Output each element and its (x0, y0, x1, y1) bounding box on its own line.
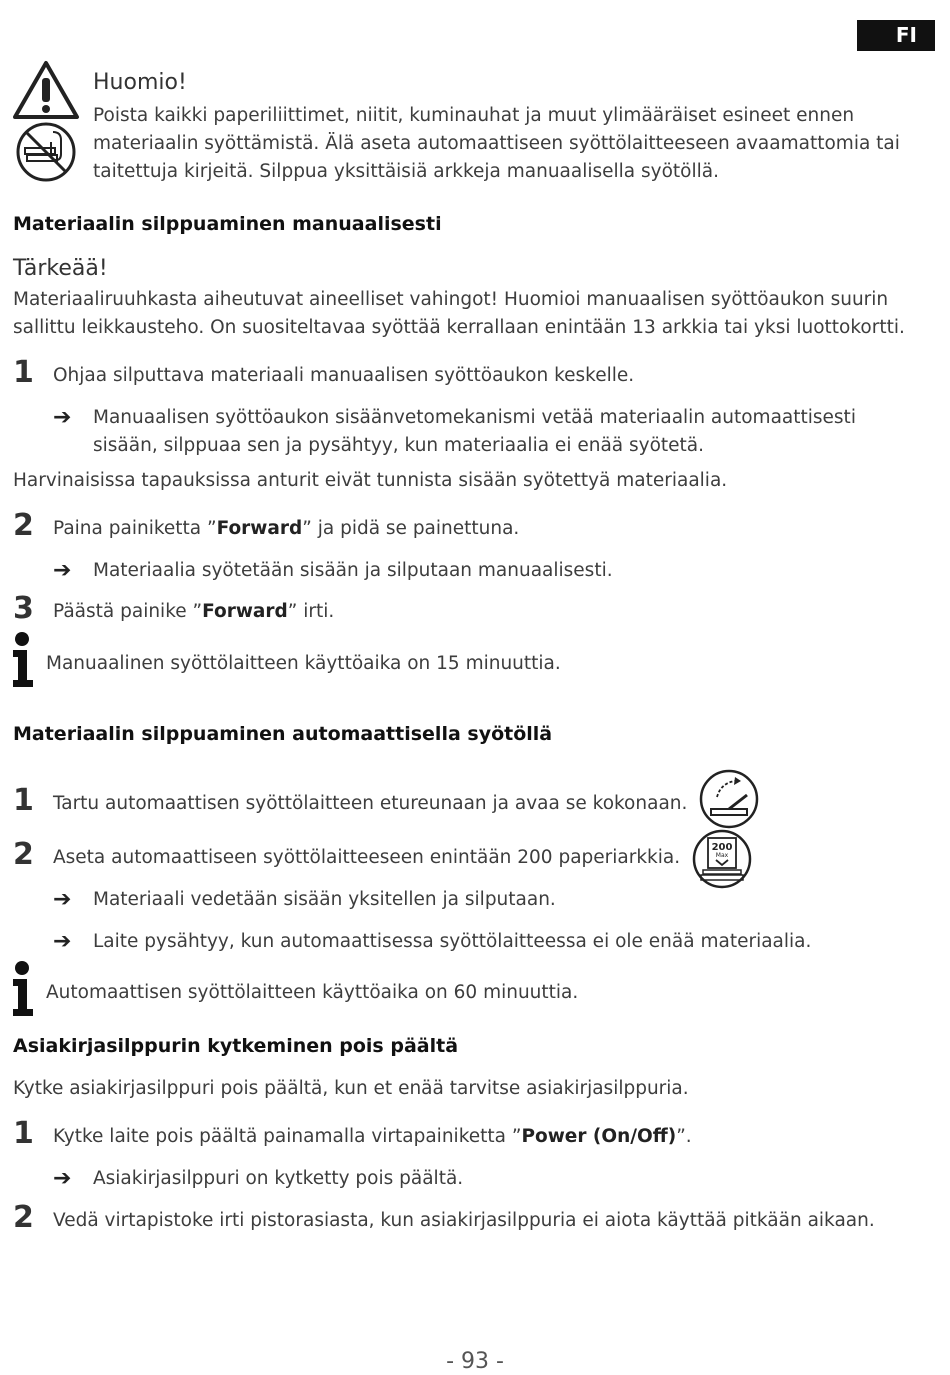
language-badge: FI (857, 20, 935, 51)
step-text: Paina painiketta ”Forward” ja pidä se painettuna. (53, 518, 520, 539)
result-arrow-icon: ➔ (53, 558, 72, 583)
section-heading-manual: Materiaalin silppuaminen manuaalisesti (13, 213, 442, 235)
result-arrow-icon: ➔ (53, 405, 72, 430)
info-icon (11, 961, 35, 1017)
section-heading-switch-off: Asiakirjasilppurin kytkeminen pois päältä (13, 1035, 459, 1057)
result-arrow-icon: ➔ (53, 1166, 72, 1191)
step-text: Kytke laite pois päältä painamalla virtapainiketta ”Power (On/Off)”. (53, 1126, 692, 1147)
result-text: Laite pysähtyy, kun automaattisessa syöttölaitteessa ei ole enää materiaalia. (93, 931, 812, 952)
warning-title: Huomio! (93, 70, 187, 95)
step-number: 1 (13, 783, 34, 818)
step-text: Vedä virtapistoke irti pistorasiasta, kun asiakirjasilppuria ei aiota käyttää pitkään aikaan. (53, 1210, 875, 1231)
step-number: 2 (13, 1200, 34, 1235)
warning-triangle-icon (12, 60, 80, 120)
section-heading-automatic: Materiaalin silppuaminen automaattisella syötöllä (13, 723, 553, 745)
page-number: - 93 - (446, 1349, 504, 1374)
switch-off-intro: Kytke asiakirjasilppuri pois päältä, kun et enää tarvitse asiakirjasilppuria. (13, 1078, 689, 1099)
info-text: Automaattisen syöttölaitteen käyttöaika on 60 minuuttia. (46, 982, 579, 1003)
step-text: Ohjaa silputtava materiaali manuaalisen syöttöaukon keskelle. (53, 365, 635, 386)
max-sheets-icon (692, 829, 752, 889)
open-feeder-icon (699, 769, 759, 829)
result-arrow-icon: ➔ (53, 887, 72, 912)
result-text: Asiakirjasilppuri on kytketty pois päältä. (93, 1168, 464, 1189)
step-text: Aseta automaattiseen syöttölaitteeseen enintään 200 paperiarkkia. (53, 847, 681, 868)
step-text: Tartu automaattisen syöttölaitteen etureunaan ja avaa se kokonaan. (53, 793, 688, 814)
important-title: Tärkeää! (13, 256, 108, 281)
step-number: 1 (13, 355, 34, 390)
info-icon (11, 632, 35, 688)
step-number: 2 (13, 837, 34, 872)
step-number: 2 (13, 508, 34, 543)
result-text: Manuaalisen syöttöaukon sisäänvetomekanismi vetää materiaalin automaattisesti sisään, silppuaa sen ja pysähtyy, kun materiaalia ei enää syötetä. (93, 407, 856, 456)
no-paperclips-icon (15, 122, 77, 182)
max-label: Max (715, 852, 729, 859)
important-text: Materiaaliruuhkasta aiheutuvat aineelliset vahingot! Huomioi manuaalisen syöttöaukon suurin sallittu leikkausteho. On suositeltavaa syöttää kerrallaan enintään 13 arkkia tai yksi luottokortti. (13, 289, 905, 338)
info-text: Manuaalinen syöttölaitteen käyttöaika on 15 minuuttia. (46, 653, 561, 674)
result-text: Materiaali vedetään sisään yksitellen ja silputaan. (93, 889, 556, 910)
step-number: 3 (13, 591, 34, 626)
warning-text: Poista kaikki paperiliittimet, niitit, kuminauhat ja muut ylimääräiset esineet ennen materiaalin syöttämistä. Älä aseta automaattiseen syöttölaitteeseen avaamattomia tai taitettuja kirjeitä. Silppua yksittäisiä arkkeja manuaalisella syötöllä. (93, 105, 900, 182)
step-number: 1 (13, 1116, 34, 1151)
result-text: Materiaalia syötetään sisään ja silputaan manuaalisesti. (93, 560, 613, 581)
result-arrow-icon: ➔ (53, 929, 72, 954)
rare-case-note: Harvinaisissa tapauksissa anturit eivät tunnista sisään syötettyä materiaalia. (13, 470, 728, 491)
max-sheets-count: 200 (711, 842, 733, 853)
step-text: Päästä painike ”Forward” irti. (53, 601, 335, 622)
